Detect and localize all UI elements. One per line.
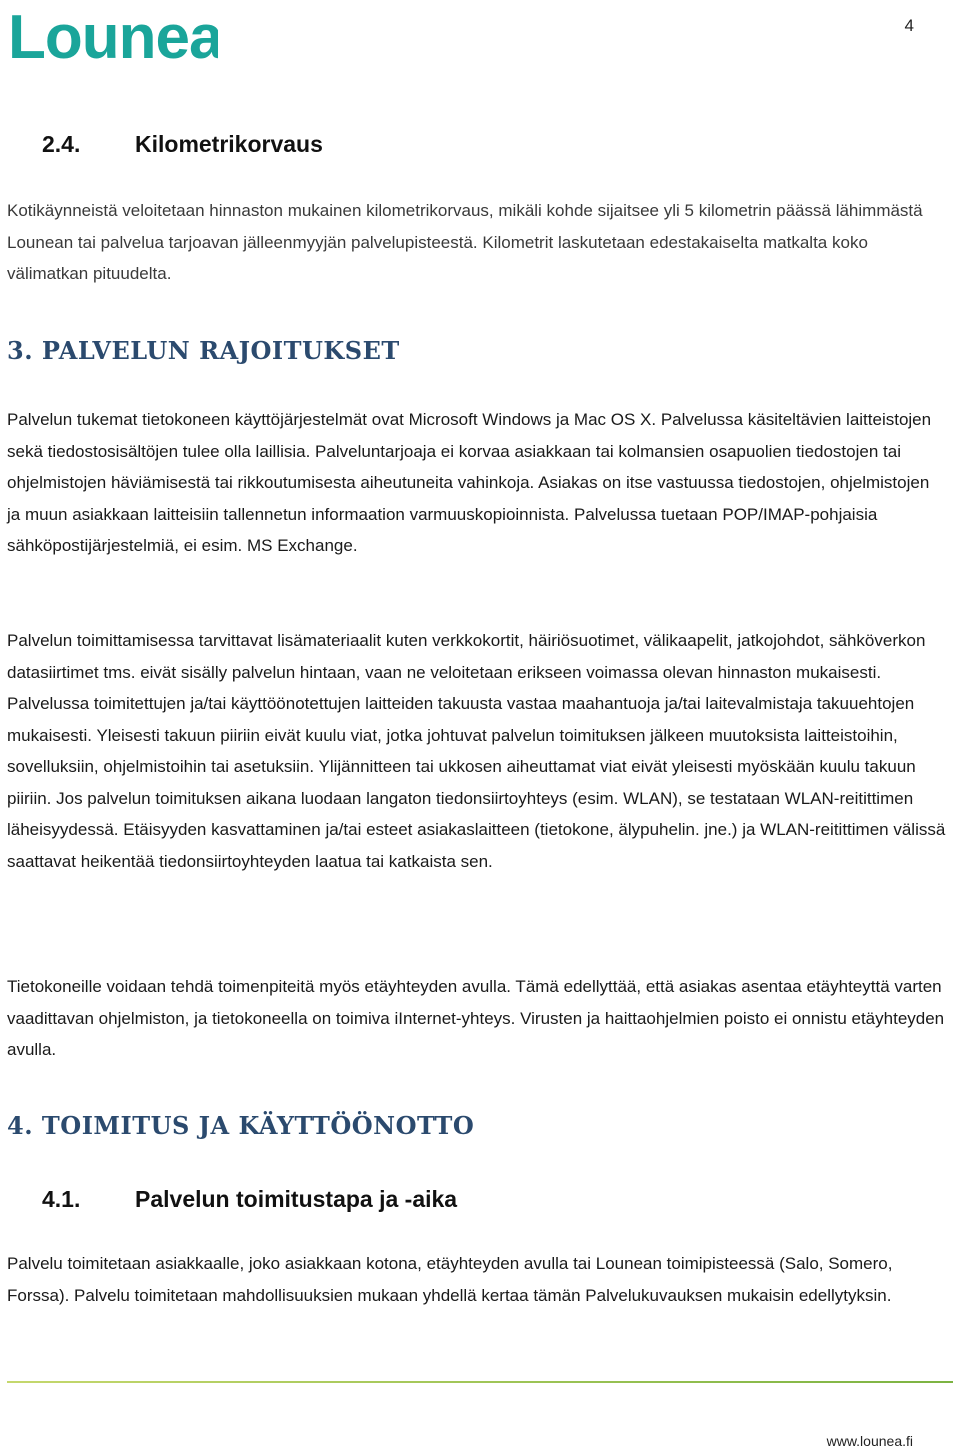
- section-3-title: PALVELUN RAJOITUKSET: [41, 336, 400, 365]
- section-3-paragraph-3: Tietokoneille voidaan tehdä toimenpiteitä myös etäyhteyden avulla. Tämä edellyttää, että asiakas asentaa etäyhteyttä varten vaadittavan ohjelmiston, ja tietokoneella on toimiva iInternet-yhteys. Virusten ja haittaohjelmien poisto ei onnistu etäyhteyden avulla.: [7, 977, 945, 1059]
- page-number: 4: [904, 16, 914, 35]
- section-4-number: 4.: [7, 1111, 34, 1140]
- section-4-title: TOIMITUS JA KÄYTTÖÖNOTTO: [41, 1111, 475, 1140]
- section-2-4-number: 2.4.: [42, 131, 81, 157]
- section-2-4-paragraph: Kotikäynneistä veloitetaan hinnaston mukainen kilometrikorvaus, mikäli kohde sijaitsee yli 5 kilometrin päässä lähimmästä Lounean tai palvelua tarjoavan jälleenmyyjän palvelupisteestä. Kilometrit laskutetaan edestakaiselta matkalta koko välimatkan pituudelta.: [7, 201, 923, 283]
- svg-text:Lounea: Lounea: [8, 6, 218, 68]
- section-4-heading: [7, 1111, 474, 1140]
- footer-url: www.lounea.fi: [826, 1433, 913, 1449]
- section-4-1-paragraph: Palvelu toimitetaan asiakkaalle, joko asiakkaan kotona, etäyhteyden avulla tai Lounean toimipisteessä (Salo, Somero, Forssa). Palvelu toimitetaan mahdollisuuksien mukaan yhdellä kertaa tämän Palvelukuvauksen mukaisin edellytyksin.: [7, 1254, 893, 1305]
- section-3-paragraph-2: Palvelun toimittamisessa tarvittavat lisämateriaalit kuten verkkokortit, häiriösuotimet, välikaapelit, jatkojohdot, sähköverkon datasiirtimet tms. eivät sisälly palvelun hintaan, vaan ne veloitetaan erikseen voimassa olevan hinnaston mukaisesti. Palvelussa toimitettujen ja/tai käyttöönotettujen laitteiden takuusta vastaa maahantuoja ja/tai laitevalmistaja takuuehtojen mukaisesti. Yleisesti takuun piiriin eivät kuulu viat, jotka johtuvat palvelun toimituksen jälkeen muutoksista laitteistoihin, sovelluksiin, ohjelmistoihin tai asetuksiin. Ylijännitteen tai ukkosen aiheuttamat viat eivät yleisesti myöskään kuulu takuun piiriin. Jos palvelun toimituksen aikana luodaan langaton tiedonsiirtoyhteys (esim. WLAN), se testataan WLAN-reitittimen läheisyydessä. Etäisyyden kasvattaminen ja/tai esteet asiakaslaitteen (tietokone, älypuhelin. jne.) ja WLAN-reitittimen välissä saattavat heikentää tiedonsiirtoyhteyden laatua tai katkaista sen.: [7, 631, 946, 871]
- section-4-1-title: Palvelun toimitustapa ja -aika: [135, 1186, 458, 1212]
- footer-divider: [7, 1381, 953, 1383]
- section-3-heading: [7, 336, 400, 365]
- lounea-logo: [8, 6, 218, 68]
- section-4-1-number: 4.1.: [42, 1186, 81, 1212]
- section-3-paragraph-1: Palvelun tukemat tietokoneen käyttöjärjestelmät ovat Microsoft Windows ja Mac OS X. Palvelussa käsiteltävien laitteistojen sekä tiedostosisältöjen tulee olla laillisia. Palveluntarjoaja ei korvaa asiakkaan tai kolmansien osapuolien tiedostojen tai ohjelmistojen häviämisestä tai rikkoutumisesta aiheutuneita vahinkoja. Asiakas on itse vastuussa tiedostojen, ohjelmistojen ja muun asiakkaan laitteisiin tallennetun informaation varmuuskopioinnista. Palvelussa tuetaan POP/IMAP-pohjaisia sähköpostijärjestelmiä, ei esim. MS Exchange.: [7, 410, 932, 555]
- section-3-number: 3.: [7, 336, 34, 365]
- section-2-4-title: Kilometrikorvaus: [135, 131, 323, 157]
